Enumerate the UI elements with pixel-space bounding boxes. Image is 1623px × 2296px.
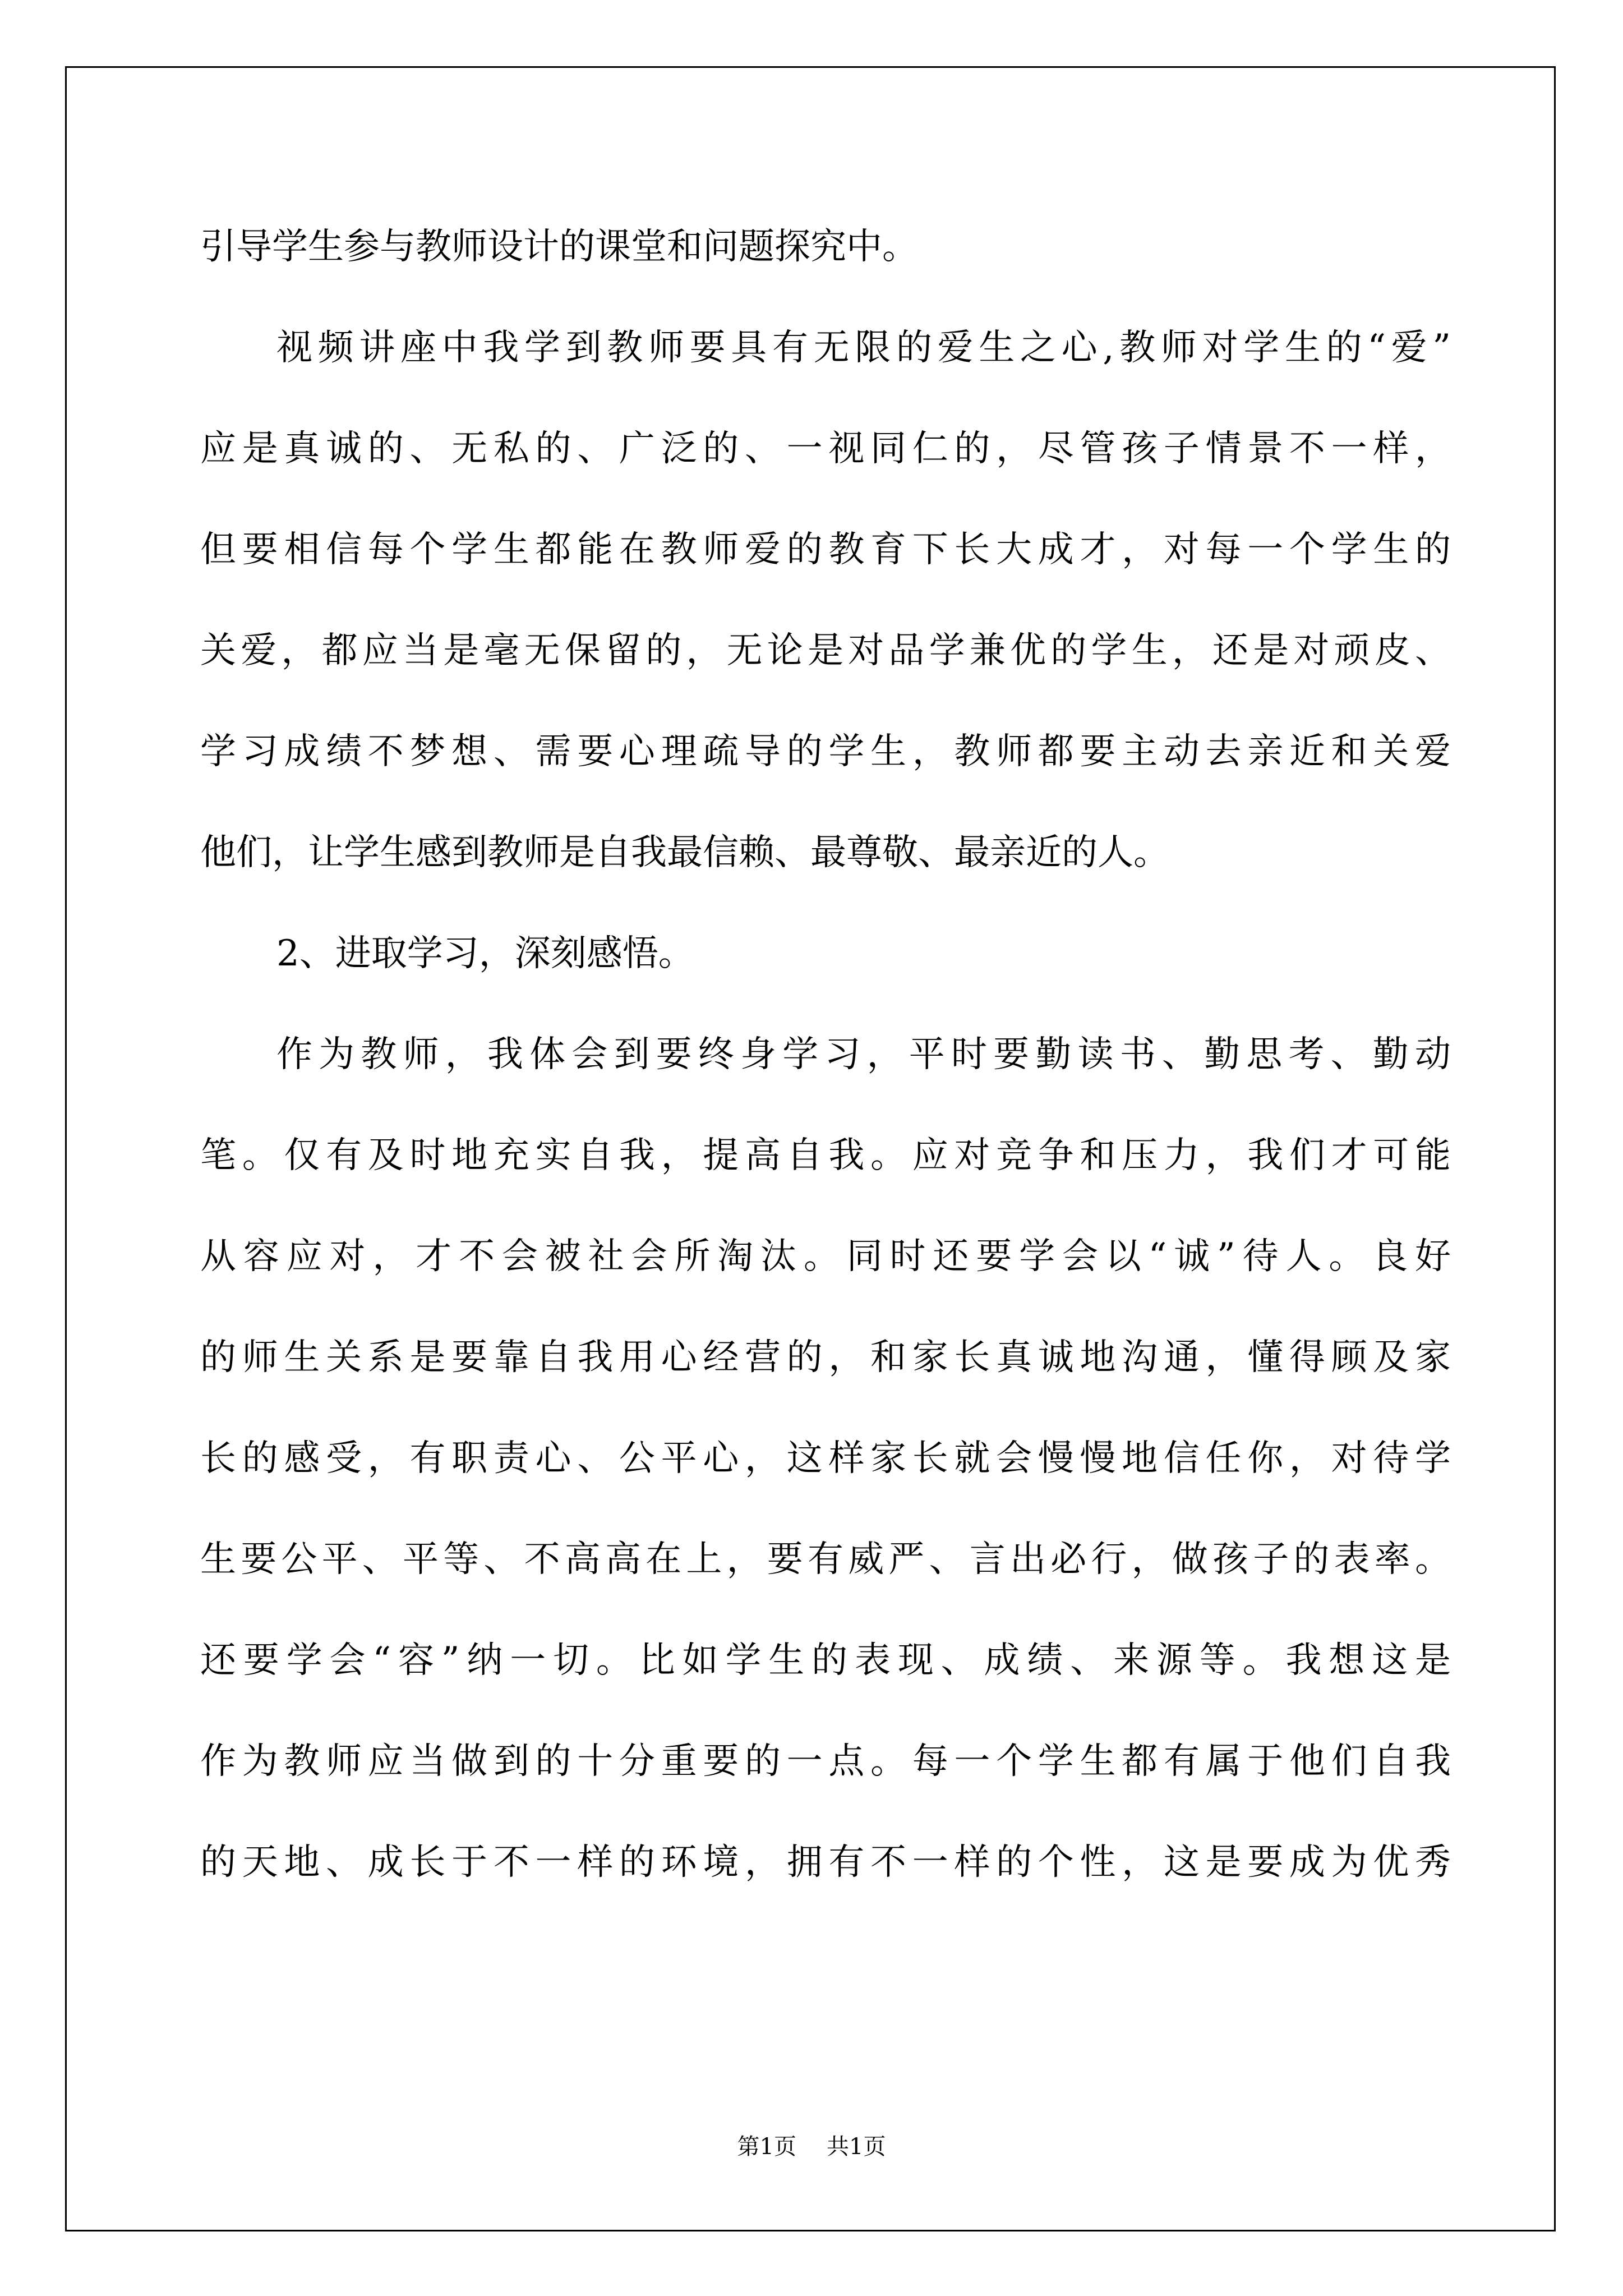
page-total: 共1页 xyxy=(827,2134,886,2160)
text-line: 笔。仅有及时地充实自我，提高自我。应对竞争和压力，我们才可能 xyxy=(200,1135,1451,1176)
text-line: 关爱，都应当是毫无保留的，无论是对品学兼优的学生，还是对顽皮、 xyxy=(200,630,1451,671)
text-line: 但要相信每个学生都能在教师爱的教育下长大成才，对每一个学生的 xyxy=(200,529,1451,570)
page-footer xyxy=(0,2129,1623,2161)
document-body xyxy=(200,196,1451,1913)
text-line: 应是真诚的、无私的、广泛的、一视同仁的，尽管孩子情景不一样， xyxy=(200,428,1451,470)
section-heading: 2、进取学习，深刻感悟。 xyxy=(276,933,694,974)
text-line: 学习成绩不梦想、需要心理疏导的学生，教师都要主动去亲近和关爱 xyxy=(200,731,1451,772)
text-line: 从容应对，才不会被社会所淘汰。同时还要学会以“诚”待人。良好 xyxy=(200,1236,1451,1277)
text-line: 的天地、成长于不一样的环境，拥有不一样的个性，这是要成为优秀 xyxy=(200,1842,1451,1883)
text-line: 还要学会“容”纳一切。比如学生的表现、成绩、来源等。我想这是 xyxy=(200,1640,1451,1681)
text-line: 作为教师，我体会到要终身学习，平时要勤读书、勤思考、勤动 xyxy=(276,1034,1451,1075)
text-line: 视频讲座中我学到教师要具有无限的爱生之心,教师对学生的“爱” xyxy=(276,327,1451,369)
text-line: 的师生关系是要靠自我用心经营的，和家长真诚地沟通，懂得顾及家 xyxy=(200,1337,1451,1378)
text-line: 长的感受，有职责心、公平心，这样家长就会慢慢地信任你，对待学 xyxy=(200,1438,1451,1479)
text-line: 他们，让学生感到教师是自我最信赖、最尊敬、最亲近的人。 xyxy=(200,832,1169,873)
page-number: 第1页 xyxy=(737,2134,796,2160)
text-line: 生要公平、平等、不高高在上，要有威严、言出必行，做孩子的表率。 xyxy=(200,1539,1451,1580)
text-line: 作为教师应当做到的十分重要的一点。每一个学生都有属于他们自我 xyxy=(200,1741,1451,1782)
text-line: 引导学生参与教师设计的课堂和问题探究中。 xyxy=(200,226,918,268)
